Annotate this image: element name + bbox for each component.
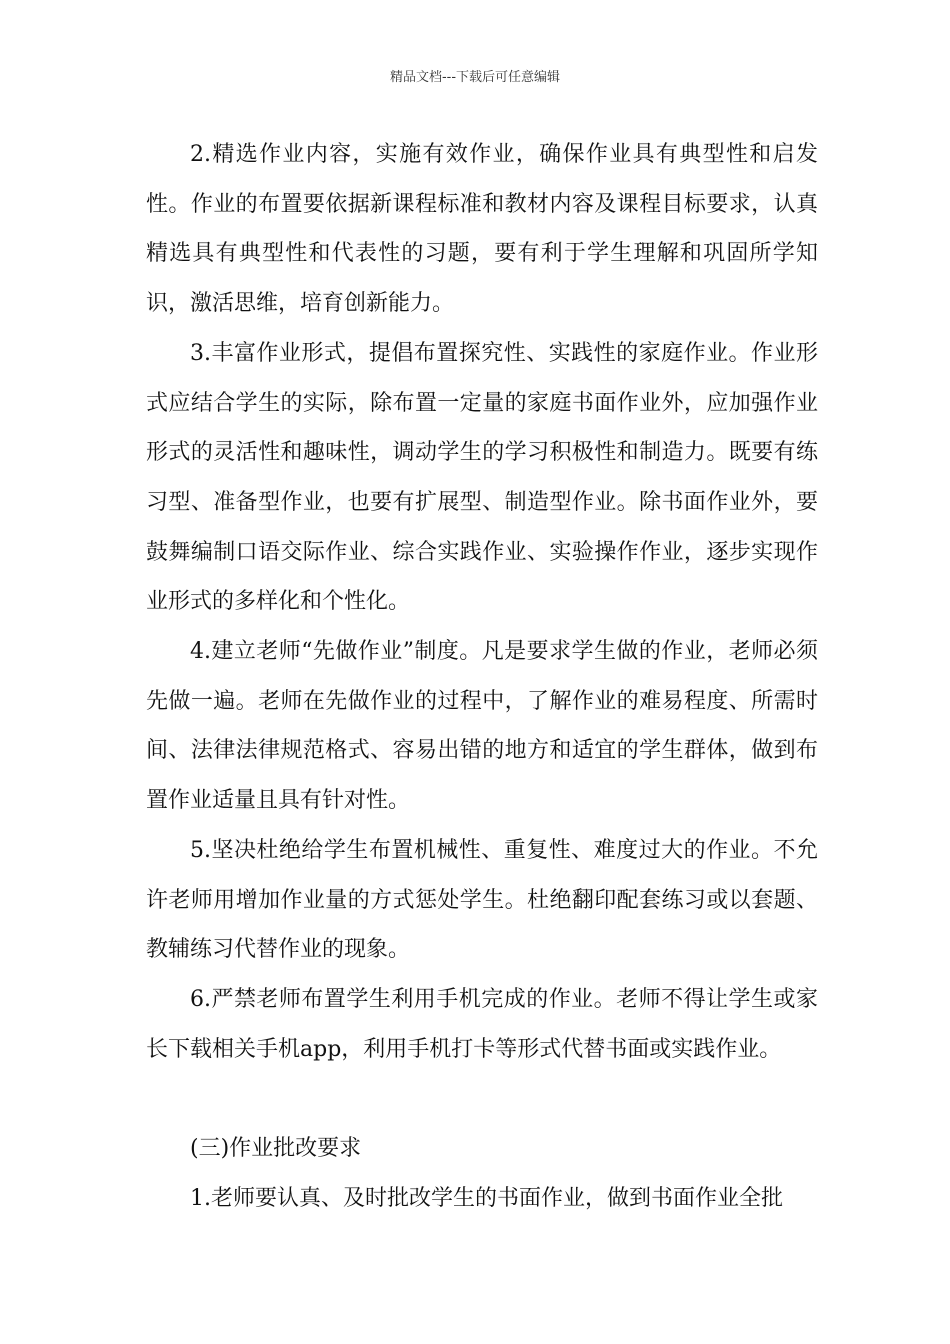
paragraph-item-4: 4.建立老师“先做作业”制度。凡是要求学生做的作业，老师必须先做一遍。老师在先做作业的过程中，了解作业的难易程度、所需时间、法律法律规范格式、容易出错的地方和适宜的学生群体，做到布置作业适量且具有针对性。 [146,639,818,814]
page-header: 精品文档---下载后可任意编辑 [389,70,561,85]
paragraph-item-5: 5.坚决杜绝给学生布置机械性、重复性、难度过大的作业。不允许老师用增加作业量的方式惩处学生。杜绝翻印配套练习或以套题、教辅练习代替作业的现象。 [146,837,818,963]
document-body [146,130,818,1223]
paragraph-item-6: 6.严禁老师布置学生利用手机完成的作业。老师不得让学生或家长下载相关手机app，利用手机打卡等形式代替书面或实践作业。 [146,986,818,1062]
paragraph-item-2: 2.精选作业内容，实施有效作业，确保作业具有典型性和启发性。作业的布置要依据新课程标准和教材内容及课程目标要求，认真精选具有典型性和代表性的习题，要有利于学生理解和巩固所学知识，激活思维，培育创新能力。 [146,142,818,317]
section-heading: (三)作业批改要求 [190,1136,362,1162]
paragraph-item-3: 3.丰富作业形式，提倡布置探究性、实践性的家庭作业。作业形式应结合学生的实际，除布置一定量的家庭书面作业外，应加强作业形式的灵活性和趣味性，调动学生的学习积极性和制造力。既要有练习型、准备型作业，也要有扩展型、制造型作业。除书面作业外，要鼓舞编制口语交际作业、综合实践作业、实验操作作业，逐步实现作业形式的多样化和个性化。 [146,340,818,615]
section-first-paragraph: 1.老师要认真、及时批改学生的书面作业，做到书面作业全批 [190,1185,783,1211]
